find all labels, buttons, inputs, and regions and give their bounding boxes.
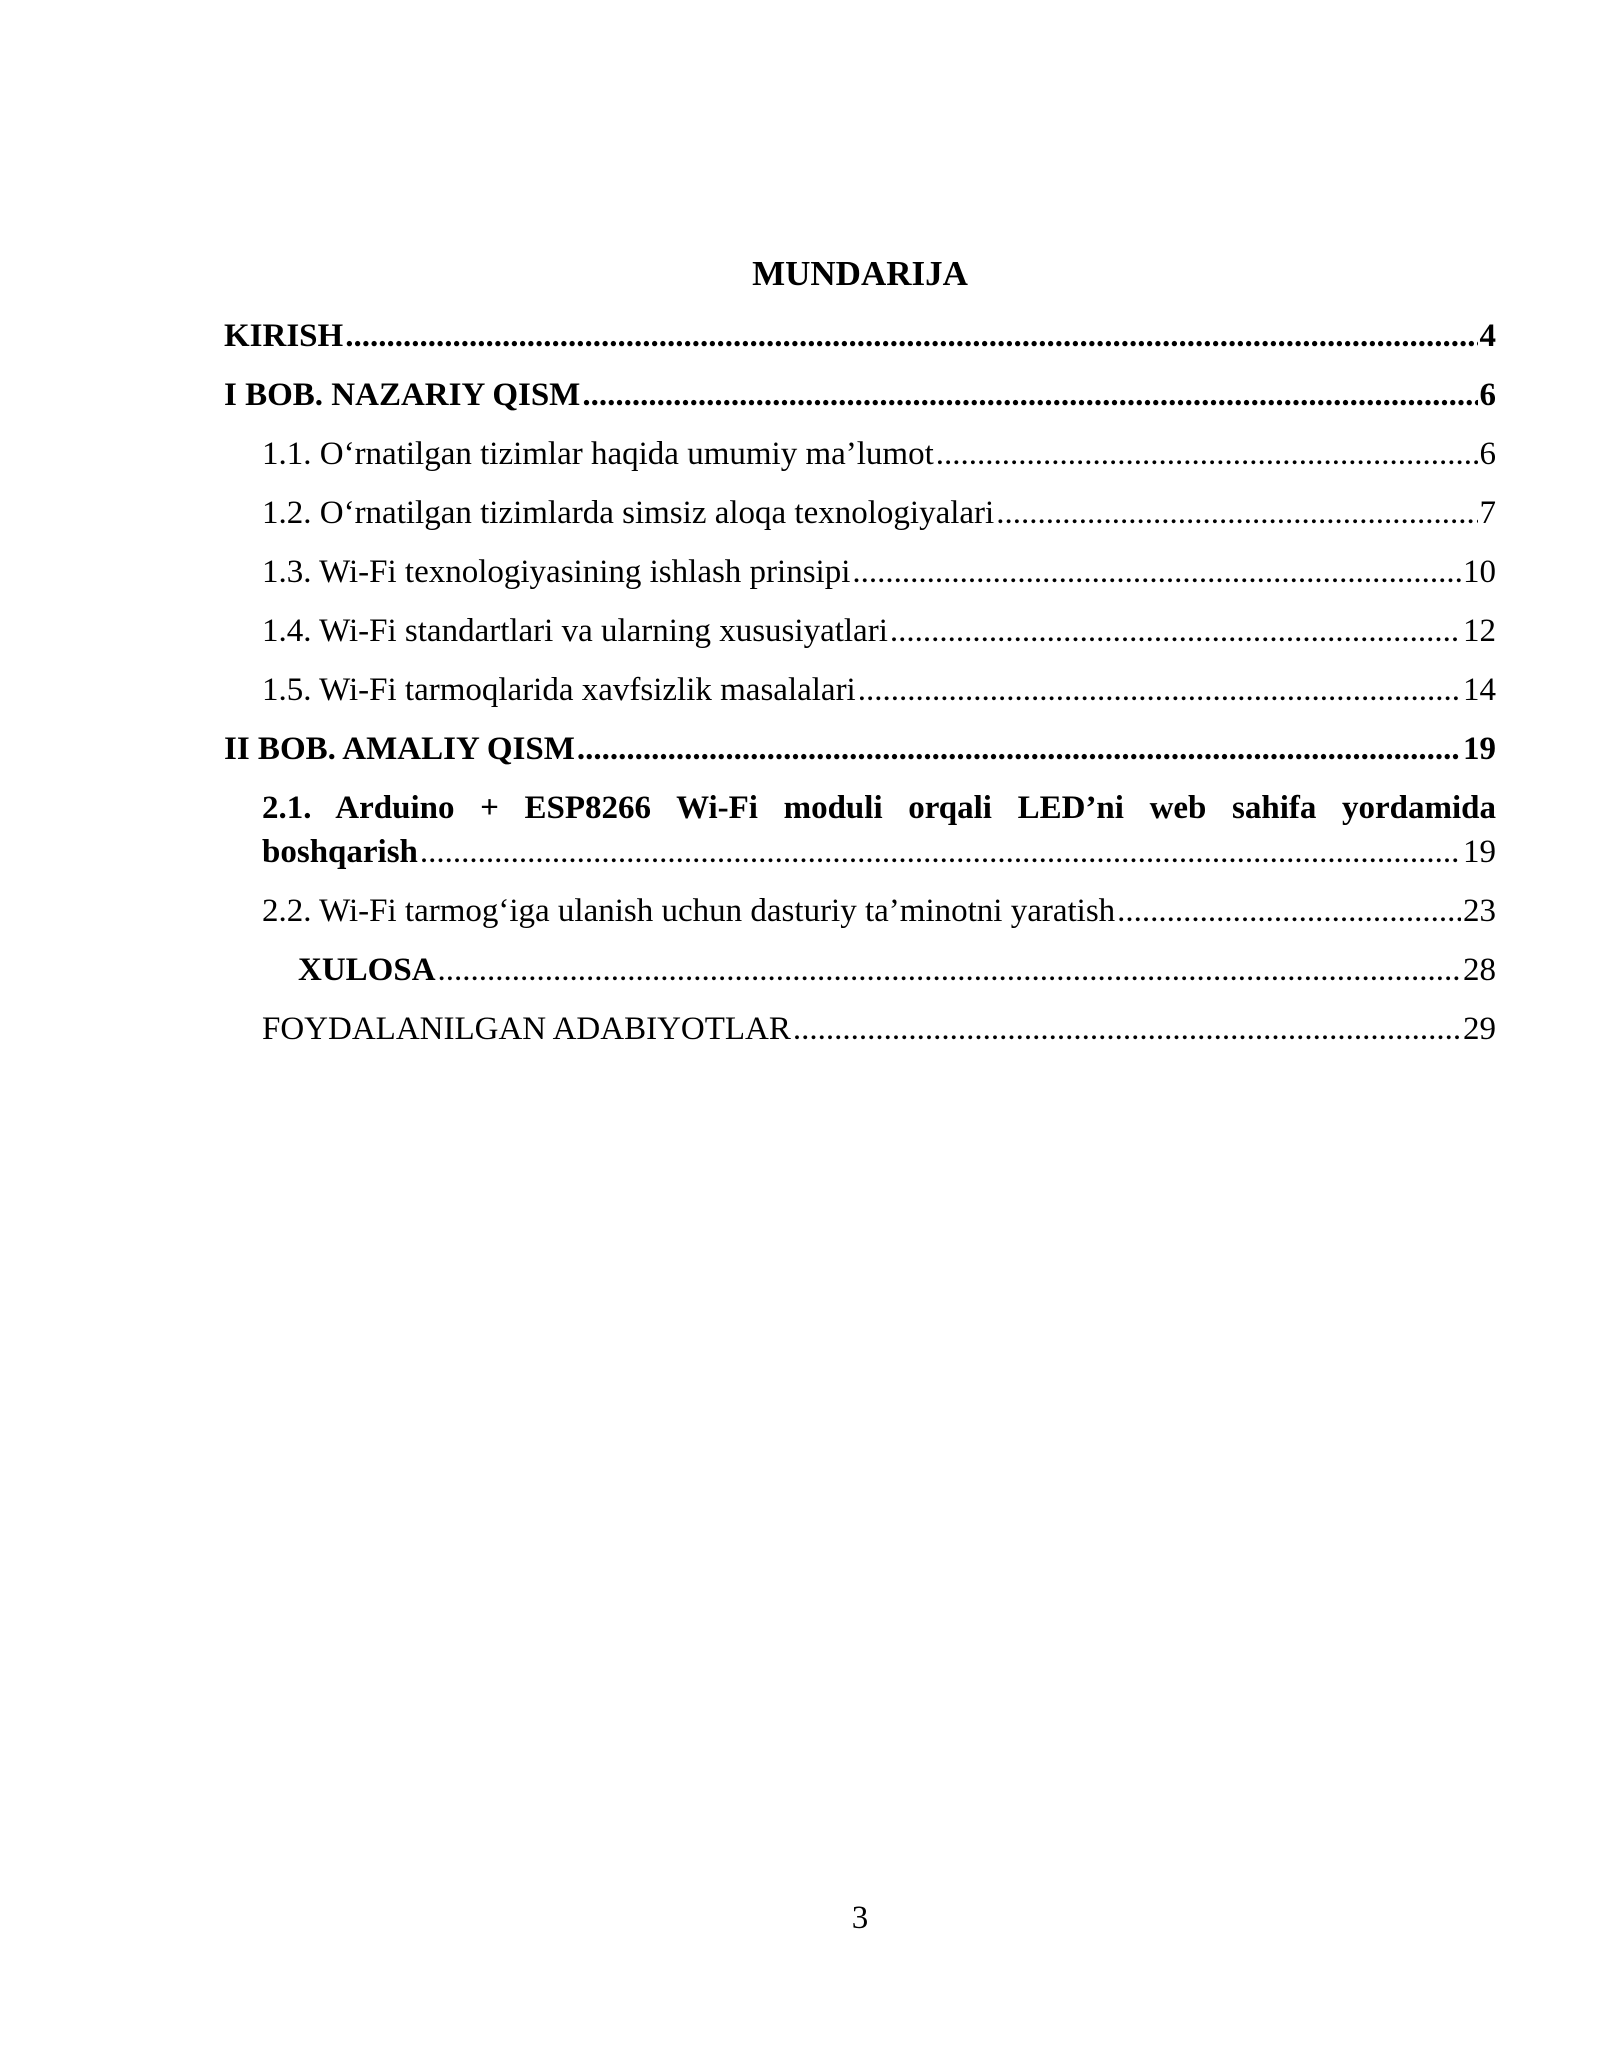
toc-entry-xulosa[interactable] [224,948,1496,992]
toc-entry-label: 1.5. Wi-Fi tarmoqlarida xavfsizlik masalalari [262,672,856,708]
toc-entry-1-3[interactable] [224,550,1496,594]
toc-entry-page: 4 [1479,318,1496,354]
toc-entry-references[interactable] [224,1007,1496,1051]
dot-leader [793,1007,1461,1051]
toc-entry-label: KIRISH [224,318,344,354]
toc-title: MUNDARIJA [752,254,968,293]
toc-entry-label: FOYDALANILGAN ADABIYOTLAR [262,1011,791,1047]
toc-entry-1-5[interactable] [224,668,1496,712]
toc-entry-label: 1.2. O‘rnatilgan tizimlarda simsiz aloqa texnologiyalari [262,495,995,531]
toc-entry-page: 6 [1479,436,1496,472]
dot-leader [1117,889,1461,933]
dot-leader [996,491,1477,535]
dot-leader [582,373,1477,417]
toc-entry-2-1[interactable] [224,786,1496,874]
page-number: 3 [851,1900,869,1936]
toc-entry-page: 23 [1463,893,1496,929]
toc-entry-1-4[interactable] [224,609,1496,653]
toc-entry-label-line2: boshqarish [262,834,418,870]
dot-leader [858,668,1461,712]
toc-entry-label-line1: 2.1. Arduino + ESP8266 Wi-Fi moduli orqali LED’ni web sahifa yordamida [262,790,1496,826]
toc-entry-page: 6 [1479,377,1496,413]
toc-entry-label: 2.2. Wi-Fi tarmog‘iga ulanish uchun dasturiy ta’minotni yaratish [262,893,1116,929]
toc-entry-label: 1.3. Wi-Fi texnologiyasining ishlash prinsipi [262,554,851,590]
toc-entry-label: XULOSA [298,952,436,988]
toc-entry-1-2[interactable] [224,491,1496,535]
toc-entry-page: 19 [1463,834,1496,870]
toc-entry-page: 7 [1479,495,1496,531]
toc-entry-page: 29 [1463,1011,1496,1047]
dot-leader [852,550,1461,594]
toc-entry-2-2[interactable] [224,889,1496,933]
dot-leader [345,314,1477,358]
toc-entry-page: 10 [1463,554,1496,590]
dot-leader [438,948,1461,992]
toc-entry-label: II BOB. AMALIY QISM [224,731,575,767]
toc-entry-1-1[interactable] [224,432,1496,476]
toc-entry-label: I BOB. NAZARIY QISM [224,377,581,413]
toc-entry-page: 19 [1463,731,1496,767]
toc-entry-chapter-1[interactable] [224,373,1496,417]
toc-entry-kirish[interactable] [224,314,1496,358]
toc-entry-page: 28 [1463,952,1496,988]
toc-entry-page: 12 [1463,613,1496,649]
dot-leader [890,609,1461,653]
toc-entry-page: 14 [1463,672,1496,708]
toc-entry-chapter-2[interactable] [224,727,1496,771]
dot-leader [936,432,1478,476]
table-of-contents [224,314,1496,1066]
toc-entry-label: 1.4. Wi-Fi standartlari va ularning xususiyatlari [262,613,888,649]
dot-leader [420,830,1461,874]
dot-leader [577,727,1461,771]
toc-entry-label: 1.1. O‘rnatilgan tizimlar haqida umumiy ma’lumot [262,436,934,472]
